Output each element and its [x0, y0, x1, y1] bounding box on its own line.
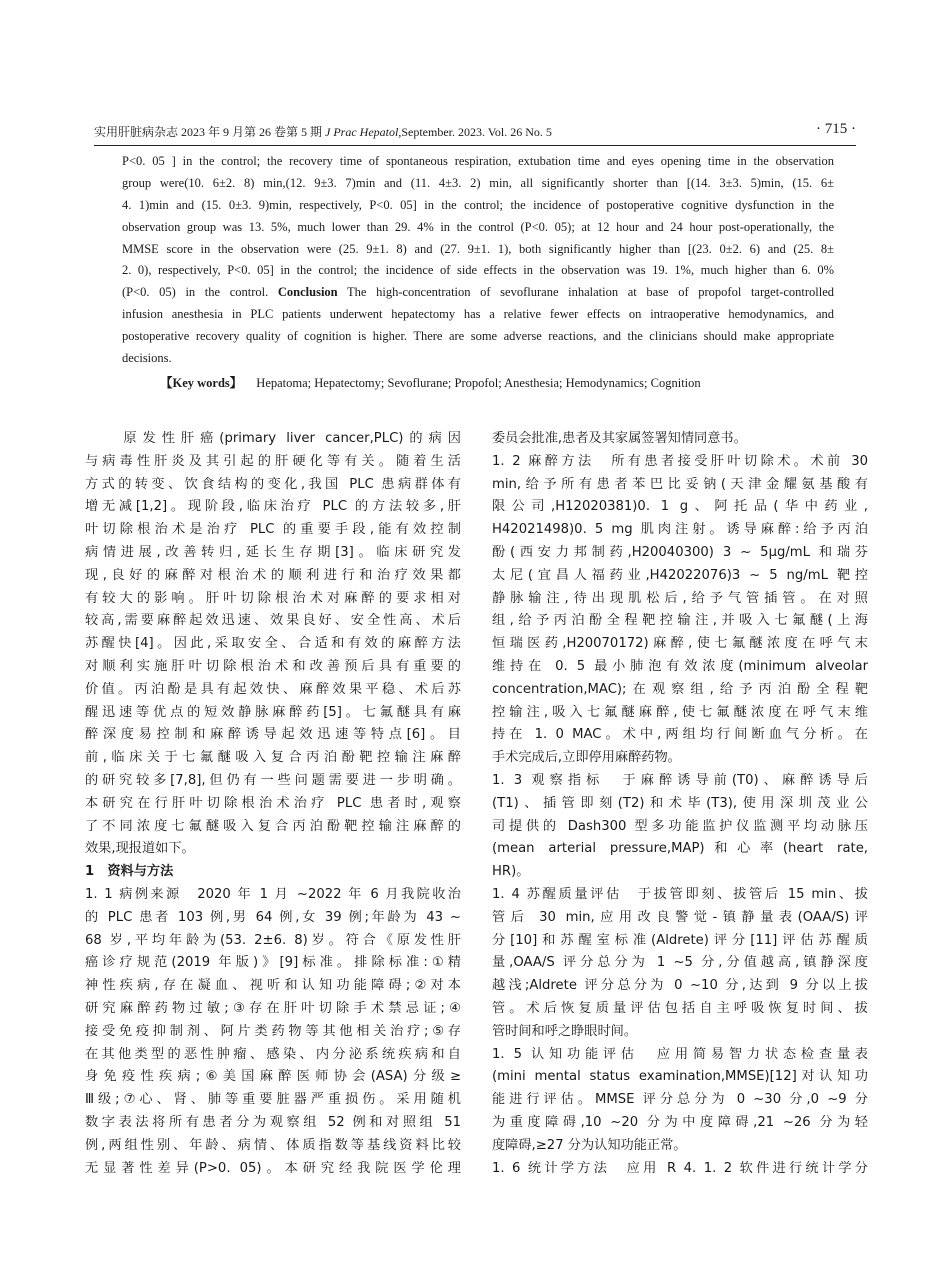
abstract-line: postoperative recovery quality of cognition is higher. There are some adverse reactions, and the clinicians should make appropriate	[122, 329, 834, 344]
text-line: 太尼(宜昌人福药业,H42022076)3 ~ 5 ng/mL 靶控	[492, 567, 868, 583]
text-line: H42021498)0. 5 mg 肌肉注射。诱导麻醉:给予丙泊	[492, 522, 868, 538]
text-line: 1. 5 认知功能评估 应用简易智力状态检查量表	[492, 1046, 868, 1062]
text-line: 前,临床关于七氟醚吸入复合丙泊酚靶控输注麻醉	[85, 750, 461, 766]
text-line: 1. 3 观察指标 于麻醉诱导前(T0)、麻醉诱导后	[492, 772, 868, 788]
journal-citation	[94, 123, 552, 140]
journal-issue-en: ,September. 2023. Vol. 26 No. 5	[398, 125, 552, 139]
text-line: (mean arterial pressure,MAP)和心率(heart rate,	[492, 841, 868, 857]
text-line: 维持在 0. 5 最小肺泡有效浓度(minimum alveolar	[492, 658, 868, 674]
abstract-line: infusion anesthesia in PLC patients underwent hepatectomy has a relative fewer effects on intraoperative hemodynamics, and	[122, 307, 834, 322]
text-line: 方式的转变、饮食结构的变化,我国 PLC 患病群体有	[85, 476, 461, 492]
text-line: 限公司,H12020381)0. 1 g、阿托品(华中药业,	[492, 499, 868, 515]
section-heading: 1 资料与方法	[85, 864, 174, 880]
header-rule	[94, 145, 856, 146]
journal-name-cn: 实用肝脏病杂志 2023 年 9 月第 26 卷第 5 期	[94, 125, 323, 139]
text-line: 例,两组性别、年龄、病情、体质指数等基线资料比较	[85, 1137, 461, 1153]
text-line: 效果,现报道如下。	[85, 841, 195, 857]
text-line: 度障碍,≥27 分为认知功能正常。	[492, 1137, 687, 1153]
journal-name-en: J Prac Hepatol	[325, 125, 399, 139]
text-line: 量,OAA/S 评分总分为 1 ~5 分,分值越高,镇静深度	[492, 955, 868, 971]
text-line: 在其他类型的恶性肿瘤、感染、内分泌系统疾病和自	[85, 1046, 461, 1062]
body-column-left	[85, 428, 461, 1180]
page-number: · 715 ·	[816, 121, 856, 137]
text-line: (mini mental status examination,MMSE)[12]对认知功	[492, 1069, 868, 1085]
text-line: 有较大的影响。肝叶切除根治术对麻醉的要求相对	[85, 590, 461, 606]
abstract-line: decisions.	[122, 351, 172, 366]
text-line: 恒瑞医药,H20070172)麻醉,使七氟醚浓度在呼气末	[492, 636, 868, 652]
text-line: 能进行评估。MMSE 评分总分为 0 ~30 分,0 ~9 分	[492, 1092, 868, 1108]
text-line: concentration,MAC);在观察组,给予丙泊酚全程靶	[492, 681, 868, 697]
text-line: 管时间和呼之睁眼时间。	[492, 1023, 638, 1039]
text-line: 静脉输注,待出现肌松后,给予气管插管。在对照	[492, 590, 868, 606]
text-line: 越浅;Aldrete 评分总分为 0 ~10 分,达到 9 分以上拔	[492, 978, 868, 994]
text-line: 的 PLC 患者 103 例,男 64 例,女 39 例;年龄为 43 ~	[85, 909, 461, 925]
text-line: 现,良好的麻醉对根治术的顺利进行和治疗效果都	[85, 567, 461, 583]
text-line: 1. 2 麻醉方法 所有患者接受肝叶切除术。术前 30	[492, 453, 868, 469]
text-line: 持在 1. 0 MAC。术中,两组均行间断血气分析。在	[492, 727, 868, 743]
abstract-line: group were(10. 6±2. 8) min,(12. 9±3. 7)min and (11. 4±3. 2) min, all significantly shorter than [(14. 3±3. 5)min, (15. 6±	[122, 175, 834, 190]
text-line: 数字表法将所有患者分为观察组 52 例和对照组 51	[85, 1114, 461, 1130]
abstract-en	[122, 151, 834, 370]
text-line: 控输注,吸入七氟醚麻醉,使七氟醚浓度在呼气末维	[492, 704, 868, 720]
text-line: 癌诊疗规范(2019 年版)》[9]标准。排除标准:①精	[85, 955, 461, 971]
running-header	[94, 123, 856, 145]
text-line: 对顺利实施肝叶切除根治术和改善预后具有重要的	[85, 658, 461, 674]
keywords-text: Hepatoma; Hepatectomy; Sevoflurane; Propofol; Anesthesia; Hemodynamics; Cognition	[256, 376, 701, 390]
abstract-line: MMSE score in the observation were (25. 9±1. 8) and (27. 9±1. 1), both significantly higher than [(23. 0±2. 6) and (25. 8±	[122, 241, 834, 256]
text-line: 管。术后恢复质量评估包括自主呼吸恢复时间、拔	[492, 1000, 868, 1016]
text-line: 酚(西安力邦制药,H20040300) 3 ~ 5μg/mL 和瑞芬	[492, 544, 868, 560]
text-line: 1. 6 统计学方法 应用 R 4. 1. 2 软件进行统计学分	[492, 1160, 868, 1176]
abstract-line: P<0. 05 ] in the control; the recovery time of spontaneous respiration, extubation time and eyes opening time in the observation	[122, 154, 834, 168]
text-line: 无显著性差异(P>0. 05)。本研究经我院医学伦理	[85, 1160, 461, 1176]
text-line: 病情进展,改善转归,延长生存期[3]。临床研究发	[85, 544, 461, 560]
abstract-line: observation group was 13. 5%, much lower than 29. 4% in the control (P<0. 05); at 12 hour and 24 hour post-operationally, the	[122, 219, 834, 234]
text-line: 醉深度易控制和麻醉诱导起效迅速等特点[6]。目	[85, 727, 461, 743]
text-line: (T1)、插管即刻(T2)和术毕(T3),使用深圳茂业公	[492, 795, 868, 811]
abstract-line: 4. 1)min and (15. 0±3. 9)min, respectively, P<0. 05] in the control; the incidence of postoperative cognitive dysfunction in the	[122, 197, 834, 212]
text-line: 价值。丙泊酚是具有起效快、麻醉效果平稳、术后苏	[85, 681, 461, 697]
abstract-conclusion-line: (P<0. 05) in the control. Conclusion The high-concentration of sevoflurane inhalation at base of propofol target-controlled	[122, 285, 834, 300]
text-line: 苏醒快[4]。因此,采取安全、合适和有效的麻醉方法	[85, 636, 461, 652]
text-line: Ⅲ级;⑦心、肾、肺等重要脏器严重损伤。采用随机	[85, 1092, 461, 1108]
text-line: 的研究较多[7,8],但仍有一些问题需要进一步明确。	[85, 772, 461, 788]
text-line: 68 岁,平均年龄为(53. 2±6. 8)岁。符合《原发性肝	[85, 932, 461, 948]
text-line: 手术完成后,立即停用麻醉药物。	[492, 750, 681, 766]
text-line: HR)。	[492, 864, 530, 880]
text-line: 司提供的 Dash300 型多功能监护仪监测平均动脉压	[492, 818, 868, 834]
body-column-right	[492, 428, 868, 1180]
text-line: 1. 4 苏醒质量评估 于拔管即刻、拔管后 15 min、拔	[492, 886, 868, 902]
conclusion-label: Conclusion	[277, 285, 338, 300]
keywords-label: 【Key words】	[160, 376, 243, 390]
text-line: 为重度障碍,10 ~20 分为中度障碍,21 ~26 分为轻	[492, 1114, 868, 1130]
text-line: 原发性肝癌(primary liver cancer,PLC)的病因	[85, 431, 461, 446]
text-line: 较高,需要麻醉起效迅速、效果良好、安全性高、术后	[85, 613, 461, 629]
text-line: 身免疫性疾病;⑥美国麻醉医师协会(ASA)分级≥	[85, 1069, 461, 1085]
text-line: 组,给予丙泊酚全程靶控输注,并吸入七氟醚(上海	[492, 613, 868, 629]
text-line: 叶切除根治术是治疗 PLC 的重要手段,能有效控制	[85, 522, 461, 538]
text-line: 本研究在行肝叶切除根治术治疗 PLC 患者时,观察	[85, 795, 461, 811]
text-line: min,给予所有患者苯巴比妥钠(天津金耀氨基酸有	[492, 476, 868, 492]
text-line: 增无减[1,2]。现阶段,临床治疗 PLC 的方法较多,肝	[85, 499, 461, 515]
text-line: 醒迅速等优点的短效静脉麻醉药[5]。七氟醚具有麻	[85, 704, 461, 720]
text-line: 了不同浓度七氟醚吸入复合丙泊酚靶控输注麻醉的	[85, 818, 461, 834]
text-line: 管后 30 min,应用改良警觉-镇静量表(OAA/S)评	[492, 909, 868, 925]
abstract-line: 2. 0), respectively, P<0. 05] in the control; the incidence of side effects in the observation was 19. 1%, much higher than 6. 0%	[122, 263, 834, 278]
keywords	[160, 373, 701, 391]
text-line: 1. 1 病例来源 2020 年 1 月 ~2022 年 6 月我院收治	[85, 886, 461, 902]
text-line: 委员会批准,患者及其家属签署知情同意书。	[492, 431, 747, 446]
text-line: 与病毒性肝炎及其引起的肝硬化等有关。随着生活	[85, 453, 461, 469]
text-line: 接受免疫抑制剂、阿片类药物等其他相关治疗;⑤存	[85, 1023, 461, 1039]
text-line: 研究麻醉药物过敏;③存在肝叶切除手术禁忌证;④	[85, 1000, 461, 1016]
text-line: 神性疾病,存在凝血、视听和认知功能障碍;②对本	[85, 978, 461, 994]
text-line: 分[10]和苏醒室标准(Aldrete)评分[11]评估苏醒质	[492, 932, 868, 948]
